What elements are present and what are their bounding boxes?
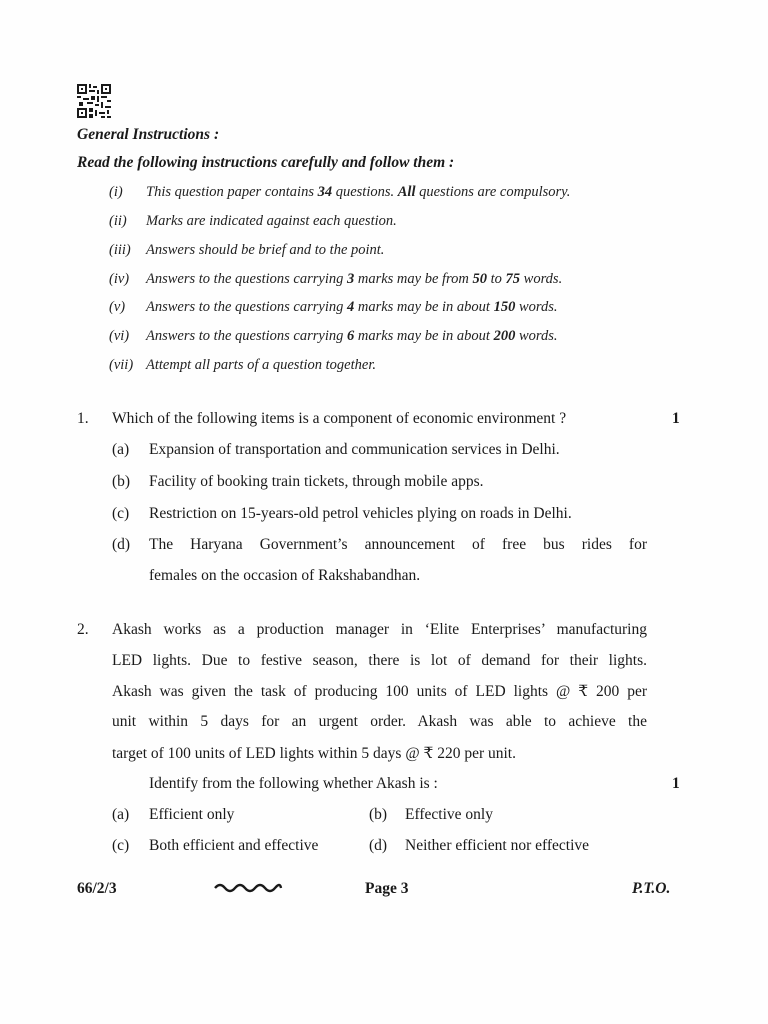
instruction-item: (iii) Answers should be brief and to the point.	[109, 242, 385, 258]
question-paragraph-line: target of 100 units of LED lights within 5 days @ ₹ 220 per unit.	[112, 745, 516, 762]
qr-code-icon	[77, 84, 111, 118]
option-letter: (b)	[112, 473, 131, 490]
paper-code: 66/2/3	[77, 880, 117, 897]
option-text: Neither efficient nor effective	[405, 837, 590, 854]
option-letter: (a)	[112, 441, 130, 458]
option-text: Both efficient and effective	[149, 837, 319, 854]
question-marks: 1	[672, 410, 680, 427]
question-number: 1.	[77, 410, 89, 427]
question-paragraph-line: LED lights. Due to festive season, there is lot of demand for their lights.	[112, 652, 647, 669]
question-paragraph-line: Akash works as a production manager in ‘Elite Enterprises’ manufacturing	[112, 621, 647, 638]
general-instructions-title: General Instructions :	[77, 126, 220, 143]
option-text: Effective only	[405, 806, 493, 823]
option-letter: (d)	[369, 837, 388, 854]
option-text: Facility of booking train tickets, through mobile apps.	[149, 473, 484, 490]
question-number: 2.	[77, 621, 89, 638]
option-text-continued: females on the occasion of Rakshabandhan.	[149, 567, 421, 584]
instruction-item: (iv) Answers to the questions carrying 3 marks may be from 50 to 75 words.	[109, 271, 563, 287]
question-marks: 1	[672, 775, 680, 792]
question-text: Which of the following items is a component of economic environment ?	[112, 410, 567, 427]
instruction-item: (v) Answers to the questions carrying 4 marks may be in about 150 words.	[109, 299, 558, 315]
read-instructions-title: Read the following instructions carefully and follow them :	[77, 154, 455, 171]
option-letter: (a)	[112, 806, 130, 823]
option-text: Restriction on 15-years-old petrol vehicles plying on roads in Delhi.	[149, 505, 572, 522]
option-text: Efficient only	[149, 806, 235, 823]
question-prompt: Identify from the following whether Akash is :	[149, 775, 438, 792]
instruction-item: (vii) Attempt all parts of a question together.	[109, 357, 376, 373]
question-paragraph-line: Akash was given the task of producing 100 units of LED lights @ ₹ 200 per	[112, 683, 647, 700]
option-text: The Haryana Government’s announcement of free bus rides for	[149, 536, 647, 553]
wave-squiggle-icon	[213, 880, 283, 896]
option-letter: (c)	[112, 505, 130, 522]
instruction-item: (ii) Marks are indicated against each question.	[109, 213, 397, 229]
option-letter: (c)	[112, 837, 130, 854]
instruction-item: (vi) Answers to the questions carrying 6 marks may be in about 200 words.	[109, 328, 558, 344]
option-letter: (d)	[112, 536, 131, 553]
option-letter: (b)	[369, 806, 388, 823]
option-text: Expansion of transportation and communication services in Delhi.	[149, 441, 560, 458]
question-paragraph-line: unit within 5 days for an urgent order. Akash was able to achieve the	[112, 713, 647, 730]
pto-label: P.T.O.	[632, 880, 671, 897]
page-number: Page 3	[365, 880, 409, 897]
instruction-item: (i) This question paper contains 34 questions. All questions are compulsory.	[109, 184, 571, 200]
